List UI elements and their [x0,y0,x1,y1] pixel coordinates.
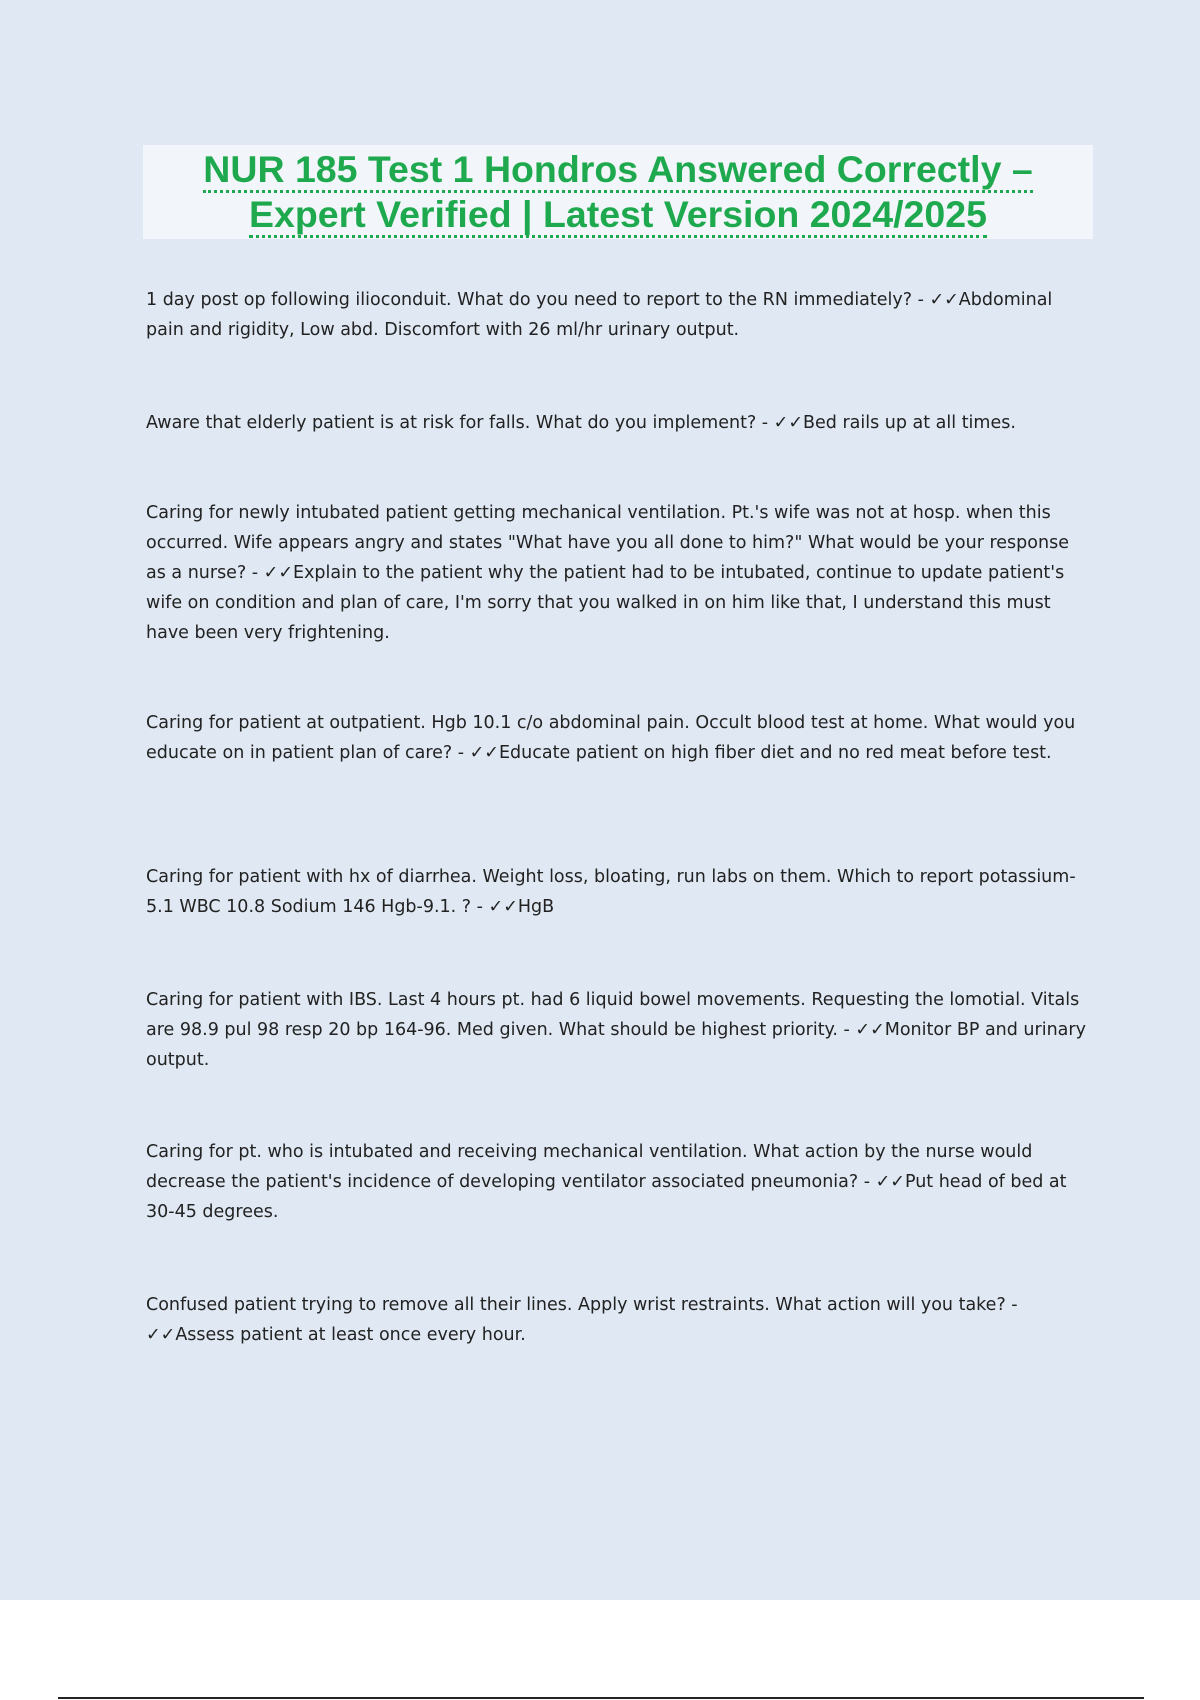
qa-item-8: Confused patient trying to remove all their lines. Apply wrist restraints. What action will you take? - ✓✓Assess patient at least once every hour. [146,1295,1018,1345]
qa-item-5: Caring for patient with hx of diarrhea. Weight loss, bloating, run labs on them. Which to report potassium-5.1 WBC 10.8 Sodium 146 Hgb-9.1. ? - ✓✓HgB [146,867,1076,917]
qa-item-6: Caring for patient with IBS. Last 4 hours pt. had 6 liquid bowel movements. Requesting the lomotial. Vitals are 98.9 pul 98 resp 20 bp 164-96. Med given. What should be highest priority. - ✓✓Monitor BP and urinary output. [146,990,1086,1070]
qa-item-7: Caring for pt. who is intubated and receiving mechanical ventilation. What action by the nurse would decrease the patient's incidence of developing ventilator associated pneumonia? - ✓✓Put head of bed at 30-45 degrees. [146,1142,1067,1222]
document-title [143,145,1093,237]
footer-divider [58,1697,1144,1699]
qa-item-1: 1 day post op following ilioconduit. What do you need to report to the RN immediately? - ✓✓Abdominal pain and rigidity, Low abd. Discomfort with 26 ml/hr urinary output. [146,290,1053,340]
qa-item-3: Caring for newly intubated patient getting mechanical ventilation. Pt.'s wife was not at hosp. when this occurred. Wife appears angry and states "What have you all done to him?" What would be your response as a nurse? - ✓✓Explain to the patient why the patient had to be intubated, continue to update patient's wife on condition and plan of care, I'm sorry that you walked in on him like that, I understand this must have been very frightening. [146,503,1069,643]
title-line-2: Expert Verified | Latest Version 2024/2025 [249,193,987,238]
qa-item-4: Caring for patient at outpatient. Hgb 10.1 c/o abdominal pain. Occult blood test at home. What would you educate on in patient plan of care? - ✓✓Educate patient on high fiber diet and no red meat before test. [146,713,1076,763]
title-line-1-row [143,147,1093,192]
title-banner [143,145,1093,239]
title-line-2-row [143,192,1093,237]
title-line-1: NUR 185 Test 1 Hondros Answered Correctly – [203,148,1032,193]
qa-item-2: Aware that elderly patient is at risk for falls. What do you implement? - ✓✓Bed rails up at all times. [146,413,1016,433]
